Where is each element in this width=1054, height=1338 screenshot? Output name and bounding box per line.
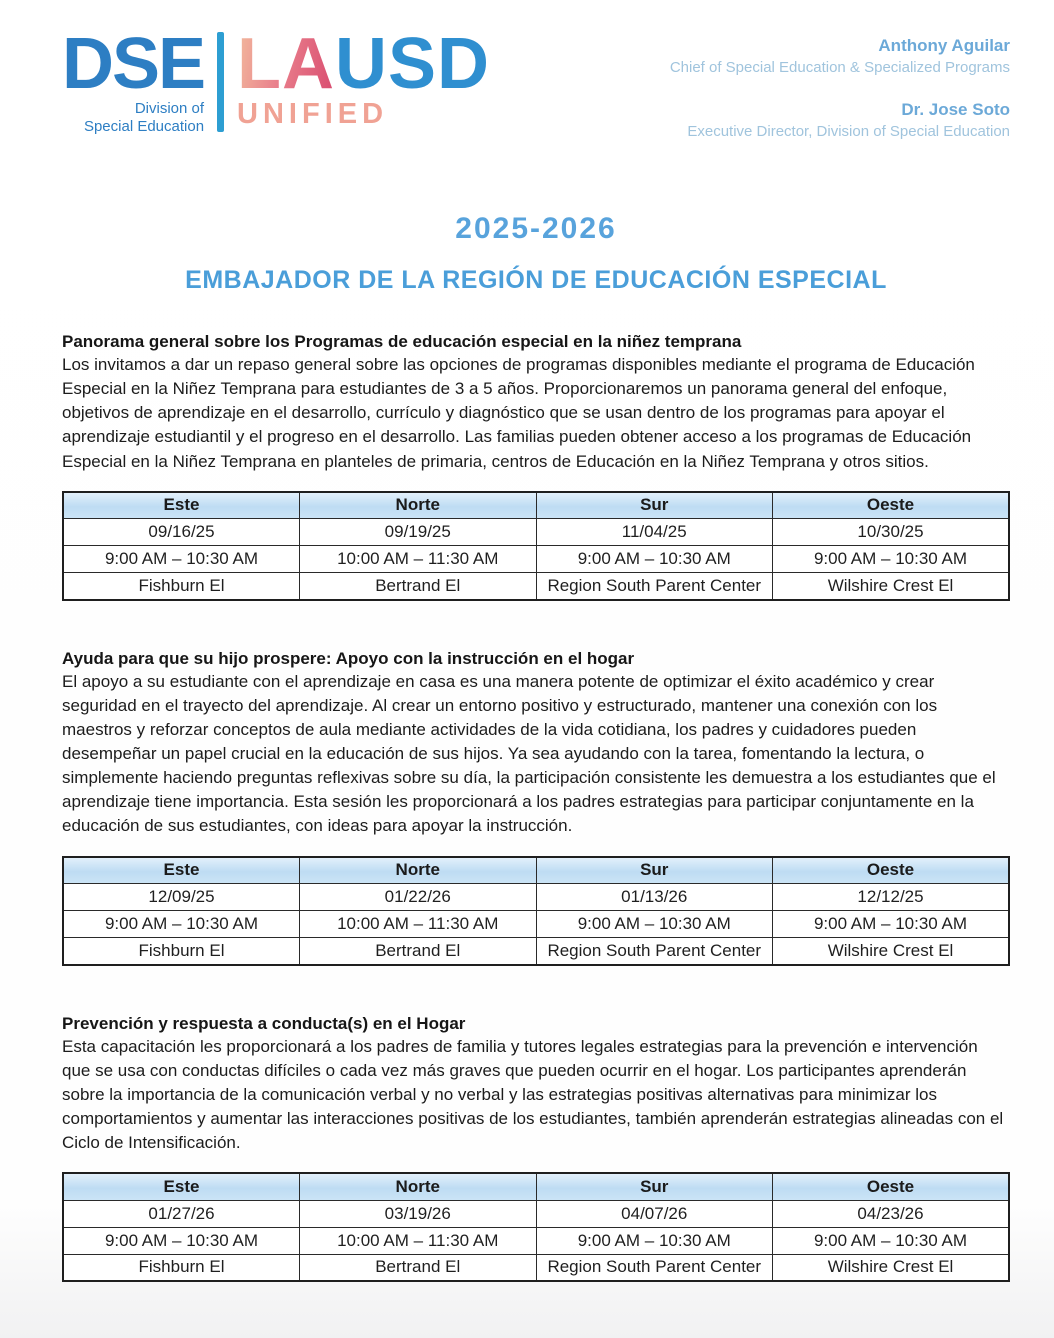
table-row [63, 1200, 1009, 1227]
table-cell: Fishburn El [63, 573, 300, 600]
table-cell: Region South Parent Center [536, 573, 773, 600]
table-cell: Bertrand El [300, 573, 537, 600]
table-header-cell: Norte [300, 1173, 537, 1200]
page-header [62, 24, 1010, 140]
table-cell: 04/23/26 [773, 1200, 1010, 1227]
table-cell: 12/12/25 [773, 884, 1010, 911]
table-cell: Bertrand El [300, 1254, 537, 1281]
table-row [63, 546, 1009, 573]
table-cell: 9:00 AM – 10:30 AM [536, 1227, 773, 1254]
table-cell: 01/22/26 [300, 884, 537, 911]
table-header-cell: Norte [300, 492, 537, 519]
table-cell: 10:00 AM – 11:30 AM [300, 1227, 537, 1254]
table-cell: Wilshire Crest El [773, 573, 1010, 600]
section-paragraph: El apoyo a su estudiante con el aprendizaje en casa es una manera potente de optimizar el éxito académico y crear seguridad en el trayecto del aprendizaje. Al crear un entorno positivo y estructurado, mantener una conexión con los maestros y reforzar conceptos de aula mediante actividades de la vida cotidiana, los padres y cuidadores pueden desempeñar un papel crucial en la educación de sus hijos. Ya sea ayudando con la tarea, fomentando la lectura, o simplemente haciendo preguntas reflexivas sobre su día, la participación consistente les demuestra a los estudiantes que el aprendizaje tiene importancia. Esta sesión les proporcionará a los padres estrategias para participar conjuntamente en la educación de sus estudiantes, con ideas para apoyar la instrucción. [62, 671, 996, 836]
table-cell: 03/19/26 [300, 1200, 537, 1227]
table-cell: 9:00 AM – 10:30 AM [773, 1227, 1010, 1254]
section-heading: Prevención y respuesta a conducta(s) en el Hogar [62, 1013, 466, 1033]
lausd-la-letters: LA [237, 24, 336, 104]
table-row [63, 938, 1009, 965]
table-cell: 9:00 AM – 10:30 AM [536, 546, 773, 573]
section-paragraph: Los invitamos a dar un repaso general sobre las opciones de programas disponibles mediante el programa de Educación Especial en la Niñez Temprana para estudiantes de 3 a 5 años. Proporcionaremos un panorama general del enfoque, objetivos de aprendizaje en el desarrollo, currículo y diagnóstico que se usan dentro de los programas para apoyar el aprendizaje estudiantil y el progreso en el desarrollo. Las familias pueden obtener acceso a los programas de Educación Especial en la Niñez Temprana en planteles de primaria, centros de Educación en la Niñez Temprana y otros sitios. [62, 355, 975, 471]
dse-subtitle-line1: Division of [134, 100, 205, 118]
table-cell: Region South Parent Center [536, 1254, 773, 1281]
table-cell: 9:00 AM – 10:30 AM [773, 911, 1010, 938]
table-cell: 9:00 AM – 10:30 AM [63, 546, 300, 573]
table-cell: Fishburn El [63, 1254, 300, 1281]
table-cell: 01/13/26 [536, 884, 773, 911]
schedule-table-panorama [62, 491, 1010, 601]
table-row [63, 884, 1009, 911]
table-cell: Bertrand El [300, 938, 537, 965]
schedule-table-prevencion [62, 1172, 1010, 1282]
lausd-unified-text: UNIFIED [237, 98, 389, 131]
table-cell: Wilshire Crest El [773, 1254, 1010, 1281]
official-role: Executive Director, Division of Special Education [687, 123, 1010, 140]
section-panorama-general [62, 332, 1010, 601]
lausd-usd-letters: USD [335, 24, 491, 104]
table-row [63, 573, 1009, 600]
table-cell: 10:00 AM – 11:30 AM [300, 546, 537, 573]
section-heading: Ayuda para que su hijo prospere: Apoyo con la instrucción en el hogar [62, 648, 635, 668]
table-header-cell: Oeste [773, 492, 1010, 519]
officials-block [670, 30, 1010, 140]
logo-divider-bar [217, 32, 224, 132]
table-header-cell: Oeste [773, 1173, 1010, 1200]
table-cell: 9:00 AM – 10:30 AM [536, 911, 773, 938]
table-cell: Wilshire Crest El [773, 938, 1010, 965]
table-cell: 9:00 AM – 10:30 AM [773, 546, 1010, 573]
dse-logo-subtitle [62, 100, 204, 135]
table-cell: 11/04/25 [536, 519, 773, 546]
table-header-cell: Este [63, 857, 300, 884]
table-header-cell: Este [63, 1173, 300, 1200]
table-cell: 04/07/26 [536, 1200, 773, 1227]
table-cell: 09/16/25 [63, 519, 300, 546]
table-cell: Region South Parent Center [536, 938, 773, 965]
table-row [63, 1254, 1009, 1281]
lausd-logo-text [237, 24, 491, 104]
table-header-cell: Este [63, 492, 300, 519]
page-title: EMBAJADOR DE LA REGIÓN DE EDUCACIÓN ESPECIAL [185, 266, 887, 294]
official-role: Chief of Special Education & Specialized Programs [669, 59, 1010, 76]
official-name: Anthony Aguilar [878, 36, 1010, 55]
school-year-title: 2025-2026 [455, 212, 617, 245]
table-row [63, 1227, 1009, 1254]
dse-subtitle-line2: Special Education [83, 117, 205, 135]
table-header-cell: Sur [536, 492, 773, 519]
section-heading: Panorama general sobre los Programas de educación especial en la niñez temprana [62, 332, 742, 351]
table-header-cell: Norte [300, 857, 537, 884]
official-jose-soto [670, 100, 1010, 140]
section-paragraph: Esta capacitación les proporcionará a los padres de familia y tutores legales estrategias para la prevención e intervención que se usa con conductas difíciles o cada vez más graves que pueden ocurrir en el hogar. Los participantes aprenderán sobre la importancia de la comunicación verbal y no verbal y las estrategias positivas alternativas para minimizar los comportamientos y aumentar las interacciones positivas de los estudiantes, también aprenderán estrategias alineadas con el Ciclo de Intensificación. [62, 1036, 1004, 1152]
table-header-cell: Sur [536, 1173, 773, 1200]
table-cell: 9:00 AM – 10:30 AM [63, 1227, 300, 1254]
table-cell: 10:00 AM – 11:30 AM [300, 911, 537, 938]
table-header-row [63, 857, 1009, 884]
section-apoyo-instruccion [62, 649, 1010, 966]
lausd-logo-block [237, 24, 491, 131]
table-cell: 10/30/25 [773, 519, 1010, 546]
table-cell: Fishburn El [63, 938, 300, 965]
dse-logo-text: DSE [62, 24, 205, 104]
table-cell: 01/27/26 [63, 1200, 300, 1227]
table-cell: 12/09/25 [63, 884, 300, 911]
table-cell: 09/19/25 [300, 519, 537, 546]
official-name: Dr. Jose Soto [901, 100, 1010, 119]
table-cell: 9:00 AM – 10:30 AM [63, 911, 300, 938]
table-header-cell: Oeste [773, 857, 1010, 884]
dse-logo-block [62, 24, 205, 135]
table-row [63, 911, 1009, 938]
table-header-row [63, 492, 1009, 519]
schedule-table-apoyo [62, 856, 1010, 966]
section-prevencion-conductas [62, 1014, 1010, 1283]
table-header-row [63, 1173, 1009, 1200]
dse-lausd-logo [62, 24, 491, 135]
official-anthony-aguilar [670, 36, 1010, 76]
table-row [63, 519, 1009, 546]
table-header-cell: Sur [536, 857, 773, 884]
